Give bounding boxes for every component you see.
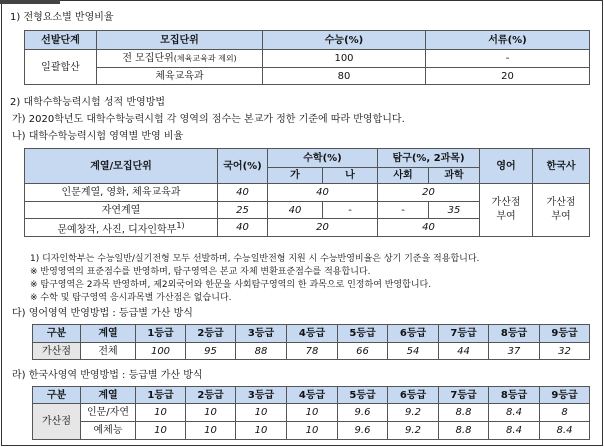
header-track: 계열 <box>81 387 136 404</box>
header-grade-1: 1등급 <box>136 325 186 343</box>
cell-stage: 일괄합산 <box>25 50 97 85</box>
header-math-na: 나 <box>323 168 378 184</box>
header-grade-9: 9등급 <box>540 325 590 343</box>
cell-as-grade-1: 10 <box>136 422 186 440</box>
cell-hn-grade-8: 8.4 <box>489 404 540 422</box>
header-grade-9: 9등급 <box>540 387 590 404</box>
header-grade-8: 8등급 <box>489 325 540 343</box>
note-1: 1) 디자인학부는 수능일반/실기전형 모두 선발하며, 수능일반전형 지원 시 수능반영비율은 상기 기준을 적용합니다. <box>30 254 480 264</box>
section-history-method: 라) 한국사영역 반영방법 : 등급별 가산 방식 <box>12 370 203 381</box>
row-natural-math-na: - <box>323 202 378 219</box>
cell-hn-grade-3: 10 <box>236 404 287 422</box>
cell-as-grade-8: 8.4 <box>489 422 540 440</box>
cell-track-humanities-natural: 인문/자연 <box>81 404 136 422</box>
top-heading-fragment <box>0 0 60 4</box>
cell-suneung-pe: 80 <box>263 68 426 85</box>
header-english: 영어 <box>480 149 533 184</box>
row-arts-math: 20 <box>268 219 378 237</box>
section2-ga: 가) 2020학년도 대학수학능력시험 각 영역의 점수는 본교가 정한 기준에 따라 반영합니다. <box>12 114 405 125</box>
table-english-bonus <box>32 324 590 360</box>
cell-bonus-label: 가산점 <box>33 343 81 360</box>
cell-as-grade-3: 10 <box>236 422 287 440</box>
header-history: 한국사 <box>533 149 590 184</box>
section-english-method: 다) 영어영역 반영방법 : 등급별 가산 방식 <box>12 308 193 319</box>
note-2: ※ 반영영역의 표준점수를 반영하며, 탐구영역은 본교 자체 변환표준점수를 적용합니다. <box>30 267 371 277</box>
header-math: 수학(%) <box>268 149 378 168</box>
header-social: 사회 <box>378 168 429 184</box>
cell-unit-pe: 체육교육과 <box>97 68 263 85</box>
table-area-ratio <box>24 148 590 237</box>
cell-grade-7: 44 <box>439 343 489 360</box>
cell-docs-pe: 20 <box>426 68 590 85</box>
header-grade-6: 6등급 <box>388 325 439 343</box>
header-suneung: 수능(%) <box>263 31 426 50</box>
header-tamgu: 탐구(%, 2과목) <box>378 149 480 168</box>
cell-hn-grade-1: 10 <box>136 404 186 422</box>
header-unit: 계열/모집단위 <box>25 149 218 184</box>
row-natural-math-ga: 40 <box>268 202 323 219</box>
row-humanities-tamgu: 20 <box>378 184 480 202</box>
table-selection-ratio <box>24 30 590 85</box>
cell-grade-9: 32 <box>540 343 590 360</box>
cell-hn-grade-7: 8.8 <box>439 404 489 422</box>
note-3: ※ 탐구영역은 2과목 반영하며, 제2외국어와 한문을 사회탐구영역의 한 과목으로 인정하여 반영합니다. <box>30 280 432 290</box>
header-grade-7: 7등급 <box>439 387 489 404</box>
header-grade-7: 7등급 <box>439 325 489 343</box>
unit-all-label: 전 모집단위 <box>122 53 174 64</box>
cell-as-grade-6: 9.2 <box>388 422 439 440</box>
row-natural-unit: 자연계열 <box>25 202 218 219</box>
cell-unit-all <box>97 50 263 68</box>
section2-na: 나) 대학수학능력시험 영역별 반영 비율 <box>12 131 184 142</box>
cell-suneung-all: 100 <box>263 50 426 68</box>
row-natural-social: - <box>378 202 429 219</box>
row-arts-korean: 40 <box>218 219 268 237</box>
header-grade-5: 5등급 <box>338 387 388 404</box>
cell-as-grade-2: 10 <box>186 422 236 440</box>
cell-as-grade-5: 9.6 <box>338 422 388 440</box>
section2-title: 2) 대학수학능력시험 성적 반영방법 <box>10 97 166 108</box>
header-unit: 모집단위 <box>97 31 263 50</box>
header-grade-3: 3등급 <box>236 387 287 404</box>
header-korean: 국어(%) <box>218 149 268 184</box>
section1-title: 1) 전형요소별 반영비율 <box>10 12 114 23</box>
cell-bonus-label: 가산점 <box>33 404 81 440</box>
row-natural-korean: 25 <box>218 202 268 219</box>
header-grade-1: 1등급 <box>136 387 186 404</box>
header-category: 구분 <box>33 387 81 404</box>
row-humanities-korean: 40 <box>218 184 268 202</box>
note-4: ※ 수학 및 탐구영역 응시과목별 가산점은 없습니다. <box>30 293 232 303</box>
cell-grade-8: 37 <box>489 343 540 360</box>
cell-grade-6: 54 <box>388 343 439 360</box>
header-category: 구분 <box>33 325 81 343</box>
cell-track-arts-sports: 예체능 <box>81 422 136 440</box>
header-grade-4: 4등급 <box>287 387 338 404</box>
header-science: 과학 <box>429 168 480 184</box>
header-grade-3: 3등급 <box>236 325 287 343</box>
row-arts-unit <box>25 219 218 237</box>
row-humanities-unit: 인문계열, 영화, 체육교육과 <box>25 184 218 202</box>
header-grade-6: 6등급 <box>388 387 439 404</box>
header-grade-2: 2등급 <box>186 387 236 404</box>
row-arts-unit-label: 문예창작, 사진, 디자인학부 <box>57 224 177 236</box>
header-grade-8: 8등급 <box>489 387 540 404</box>
cell-hn-grade-4: 10 <box>287 404 338 422</box>
header-grade-5: 5등급 <box>338 325 388 343</box>
cell-hn-grade-9: 8 <box>540 404 590 422</box>
cell-docs-all: - <box>426 50 590 68</box>
cell-hn-grade-2: 10 <box>186 404 236 422</box>
row-arts-footnote-mark: 1) <box>176 220 185 230</box>
header-math-ga: 가 <box>268 168 323 184</box>
header-track: 계열 <box>81 325 136 343</box>
cell-grade-4: 78 <box>287 343 338 360</box>
cell-grade-1: 100 <box>136 343 186 360</box>
cell-history-bonus: 가산점 부여 <box>533 184 590 237</box>
cell-hn-grade-5: 9.6 <box>338 404 388 422</box>
header-docs: 서류(%) <box>426 31 590 50</box>
cell-as-grade-4: 10 <box>287 422 338 440</box>
cell-grade-3: 88 <box>236 343 287 360</box>
row-natural-science: 35 <box>429 202 480 219</box>
cell-hn-grade-6: 9.2 <box>388 404 439 422</box>
table-history-bonus <box>32 386 590 440</box>
header-grade-4: 4등급 <box>287 325 338 343</box>
cell-track-all: 전체 <box>81 343 136 360</box>
header-grade-2: 2등급 <box>186 325 236 343</box>
header-stage: 선발단계 <box>25 31 97 50</box>
row-humanities-math: 40 <box>268 184 378 202</box>
cell-as-grade-7: 8.8 <box>439 422 489 440</box>
cell-english-bonus: 가산점 부여 <box>480 184 533 237</box>
cell-grade-2: 95 <box>186 343 236 360</box>
cell-as-grade-9: 8.4 <box>540 422 590 440</box>
row-arts-tamgu: 40 <box>378 219 480 237</box>
cell-grade-5: 66 <box>338 343 388 360</box>
unit-all-note: (체육교육과 제외) <box>173 54 237 63</box>
